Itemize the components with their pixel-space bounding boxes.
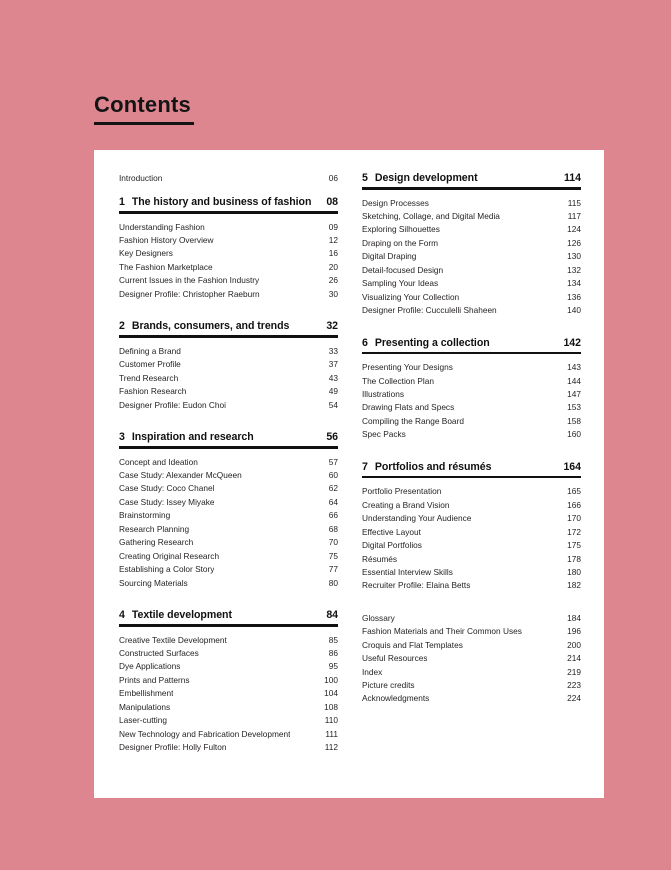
toc-entry[interactable]: [362, 223, 581, 236]
toc-entry-list: [362, 361, 581, 442]
toc-entry[interactable]: [362, 428, 581, 441]
toc-entry-label: Designer Profile: Eudon Choi: [119, 399, 226, 410]
toc-chapter: [119, 320, 338, 412]
toc-entry[interactable]: [362, 250, 581, 263]
toc-entry-page-number: 68: [328, 523, 338, 534]
toc-entry-label: Visualizing Your Collection: [362, 291, 460, 302]
toc-chapter-page-number: 84: [326, 608, 338, 621]
toc-entry-page-number: 124: [567, 224, 581, 235]
toc-entry[interactable]: [362, 625, 581, 638]
toc-entry[interactable]: [362, 526, 581, 539]
toc-entry[interactable]: [119, 358, 338, 371]
page-title: Contents: [94, 92, 191, 117]
toc-entry-label: Understanding Fashion: [119, 221, 205, 232]
toc-entry-label: Creative Textile Development: [119, 634, 227, 645]
toc-entry-page-number: 172: [567, 526, 581, 537]
toc-entry[interactable]: [119, 634, 338, 647]
left-chapter-list: [119, 196, 338, 755]
toc-entry-label: Designer Profile: Christopher Raeburn: [119, 288, 260, 299]
toc-entry-page-number: 86: [328, 648, 338, 659]
toc-entry[interactable]: [362, 388, 581, 401]
toc-entry-label: Current Issues in the Fashion Industry: [119, 275, 260, 286]
toc-entry[interactable]: [362, 264, 581, 277]
page-title-underline: [94, 122, 194, 125]
toc-entry-page-number: 104: [324, 688, 338, 699]
toc-entry-page-number: 30: [328, 288, 338, 299]
toc-entry-page-number: 153: [567, 402, 581, 413]
toc-entry-page-number: 223: [567, 680, 581, 691]
toc-chapter-title: Presenting a collection: [374, 336, 490, 349]
toc-entry[interactable]: [119, 345, 338, 358]
toc-entry-list: [119, 456, 338, 590]
contents-left-column: [119, 172, 338, 774]
toc-entry[interactable]: [362, 579, 581, 592]
toc-entry-label: New Technology and Fabrication Development: [119, 728, 291, 739]
toc-entry-label: Spec Packs: [362, 429, 406, 440]
toc-entry-label: The Fashion Marketplace: [119, 261, 213, 272]
toc-entry-label: Prints and Patterns: [119, 674, 190, 685]
toc-entry-page-number: 219: [567, 666, 581, 677]
toc-entry-page-number: 140: [567, 305, 581, 316]
toc-entry-label: Key Designers: [119, 248, 173, 259]
contents-columns: [119, 172, 581, 774]
toc-chapter-title: Design development: [374, 172, 478, 184]
toc-entry-label: Fashion Research: [119, 386, 187, 397]
toc-entry-page-number: 60: [328, 470, 338, 481]
toc-entry-list: [362, 485, 581, 593]
toc-entry-label: Understanding Your Audience: [362, 513, 472, 524]
toc-entry[interactable]: [362, 361, 581, 374]
toc-chapter-heading[interactable]: [362, 337, 581, 349]
toc-entry[interactable]: [362, 485, 581, 498]
toc-entry-page-number: 180: [567, 566, 581, 577]
toc-chapter-number: 6: [362, 336, 368, 349]
toc-chapter-heading[interactable]: [119, 431, 338, 443]
toc-entry-page-number: 85: [328, 634, 338, 645]
toc-entry[interactable]: [119, 687, 338, 700]
toc-entry-label: Compiling the Range Board: [362, 415, 464, 426]
toc-entry-page-number: 111: [325, 728, 338, 739]
toc-chapter-rule: [119, 335, 338, 338]
toc-entry[interactable]: [362, 304, 581, 317]
toc-entry[interactable]: [119, 261, 338, 274]
toc-entry-page-number: 26: [328, 275, 338, 286]
toc-entry-page-number: 64: [328, 496, 338, 507]
toc-chapter-title: Portfolios and résumés: [374, 460, 492, 473]
toc-entry-label: Essential Interview Skills: [362, 566, 453, 577]
toc-chapter-page-number: 142: [563, 336, 581, 349]
toc-entry[interactable]: [119, 469, 338, 482]
page-title-block: [94, 93, 194, 125]
toc-entry[interactable]: [119, 372, 338, 385]
toc-entry-label: Detail-focused Design: [362, 264, 444, 275]
toc-chapter-title: Inspiration and research: [131, 431, 254, 444]
toc-entry-page-number: 62: [328, 483, 338, 494]
toc-entry-page-number: 49: [328, 386, 338, 397]
toc-entry-page-number: 147: [567, 389, 581, 399]
toc-entry-label: Fashion Materials and Their Common Uses: [362, 626, 522, 637]
toc-chapter: [362, 172, 581, 318]
toc-entry-label: Embellishment: [119, 688, 174, 699]
toc-chapter-heading[interactable]: [119, 196, 338, 208]
back-matter-list: [362, 612, 581, 706]
toc-entry-page-number: 132: [567, 264, 581, 275]
toc-entry[interactable]: [119, 647, 338, 660]
toc-entry-page-number: 108: [324, 701, 338, 712]
toc-entry-page-number: 16: [328, 248, 338, 259]
toc-entry-label: Dye Applications: [119, 661, 181, 672]
toc-entry-label: Sourcing Materials: [119, 577, 188, 588]
toc-entry[interactable]: [119, 660, 338, 673]
toc-chapter-rule: [119, 446, 338, 449]
toc-entry-label: Presenting Your Designs: [362, 362, 453, 373]
toc-entry[interactable]: [119, 741, 338, 754]
contents-right-column: [362, 172, 581, 774]
toc-entry-page-number: 130: [567, 251, 581, 262]
toc-chapter-page-number: 164: [563, 460, 581, 473]
toc-entry-label: Design Processes: [362, 197, 429, 208]
toc-entry-page-number: 110: [324, 715, 338, 726]
toc-entry-page-number: 117: [567, 211, 581, 222]
toc-entry[interactable]: [119, 563, 338, 576]
toc-entry-page-number: 170: [567, 513, 581, 524]
toc-entry[interactable]: [362, 612, 581, 625]
toc-entry[interactable]: [362, 666, 581, 679]
toc-entry[interactable]: [119, 234, 338, 247]
toc-entry-label: Digital Draping: [362, 251, 417, 262]
toc-entry[interactable]: [362, 679, 581, 692]
toc-entry-page-number: 158: [567, 415, 581, 426]
toc-chapter-page-number: 32: [326, 320, 338, 333]
toc-entry[interactable]: [119, 288, 338, 301]
toc-entry-label: Portfolio Presentation: [362, 486, 442, 497]
contents-sheet: [94, 150, 604, 798]
toc-chapter-title: The history and business of fashion: [131, 196, 312, 209]
toc-entry[interactable]: [119, 482, 338, 495]
toc-entry-label: Acknowledgments: [362, 693, 430, 704]
toc-entry[interactable]: [119, 701, 338, 714]
toc-entry-label: Glossary: [362, 612, 395, 623]
toc-chapter-page-number: 56: [326, 431, 338, 444]
toc-entry[interactable]: [362, 415, 581, 428]
toc-chapter-page-number: 114: [564, 172, 581, 184]
toc-entry[interactable]: [119, 509, 338, 522]
toc-chapter-rule: [362, 476, 581, 479]
toc-entry-label: Illustrations: [362, 389, 404, 399]
toc-entry-page-number: 66: [328, 510, 338, 521]
toc-entry-page-number: 224: [567, 693, 581, 704]
toc-entry[interactable]: [362, 539, 581, 552]
toc-entry[interactable]: [362, 291, 581, 304]
toc-entry[interactable]: [362, 375, 581, 388]
toc-entry-label: Concept and Ideation: [119, 456, 198, 467]
toc-entry-label: Drawing Flats and Specs: [362, 402, 455, 413]
toc-entry-label: Laser-cutting: [119, 715, 167, 726]
toc-entry-label: Recruiter Profile: Elaina Betts: [362, 580, 471, 591]
toc-entry-label: Constructed Surfaces: [119, 648, 199, 659]
toc-entry-page-number: 37: [328, 359, 338, 370]
toc-entry-page-number: 136: [567, 291, 581, 302]
toc-entry[interactable]: [362, 639, 581, 652]
toc-entry[interactable]: [362, 512, 581, 525]
toc-entry-label: Effective Layout: [362, 526, 421, 537]
toc-chapter-heading[interactable]: [119, 320, 338, 332]
toc-entry-list: [362, 197, 581, 318]
front-matter-list: [119, 172, 338, 184]
toc-entry-page-number: 143: [567, 362, 581, 373]
toc-entry-page-number: 20: [328, 261, 338, 272]
toc-entry-label: The Collection Plan: [362, 375, 434, 386]
toc-entry-label: Customer Profile: [119, 359, 181, 370]
toc-chapter-page-number: 08: [326, 196, 338, 209]
toc-entry-label: Brainstorming: [119, 510, 171, 521]
toc-entry-label: Trend Research: [119, 372, 179, 383]
toc-entry[interactable]: [362, 210, 581, 223]
toc-entry-label: Sampling Your Ideas: [362, 278, 439, 289]
toc-entry-label: Croquis and Flat Templates: [362, 639, 463, 650]
toc-chapter-number: 3: [119, 431, 125, 444]
toc-entry-page-number: 43: [328, 372, 338, 383]
toc-entry[interactable]: [119, 714, 338, 727]
toc-entry-list: [119, 345, 338, 412]
toc-chapter-rule: [119, 624, 338, 627]
toc-entry-list: [119, 634, 338, 755]
toc-entry-label: Creating Original Research: [119, 550, 220, 561]
toc-chapter-rule: [362, 187, 581, 190]
toc-entry-page-number: 134: [567, 278, 581, 289]
toc-entry-list: [119, 221, 338, 302]
toc-entry-label: Research Planning: [119, 523, 190, 534]
toc-entry-label: Exploring Silhouettes: [362, 224, 440, 235]
toc-chapter-title: Textile development: [131, 608, 232, 621]
toc-entry[interactable]: [362, 277, 581, 290]
toc-entry-page-number: 95: [328, 661, 338, 672]
toc-entry[interactable]: [362, 652, 581, 665]
toc-entry-page-number: 178: [567, 553, 581, 564]
toc-entry-label: Picture credits: [362, 680, 415, 691]
toc-entry-page-number: 33: [328, 345, 338, 356]
toc-entry-label: Index: [362, 666, 383, 677]
toc-entry[interactable]: [119, 536, 338, 549]
toc-entry[interactable]: [362, 692, 581, 705]
toc-chapter-number: 7: [362, 460, 368, 473]
toc-entry-page-number: 12: [328, 235, 338, 246]
front-matter-entry[interactable]: [119, 172, 338, 184]
toc-chapter-number: 1: [119, 196, 125, 209]
toc-chapter-heading[interactable]: [362, 172, 581, 184]
toc-entry-label: Designer Profile: Cucculelli Shaheen: [362, 305, 497, 316]
toc-entry[interactable]: [119, 274, 338, 287]
toc-chapter-heading[interactable]: [119, 609, 338, 621]
toc-entry-page-number: 57: [328, 456, 338, 467]
toc-entry-label: Digital Portfolios: [362, 540, 422, 551]
toc-chapter: [362, 337, 581, 442]
toc-entry-page-number: 165: [567, 486, 581, 497]
toc-entry-page-number: 160: [567, 429, 581, 440]
toc-entry-label: Defining a Brand: [119, 345, 181, 356]
toc-entry[interactable]: [119, 728, 338, 741]
toc-entry[interactable]: [362, 237, 581, 250]
toc-entry-page-number: 75: [328, 550, 338, 561]
toc-entry[interactable]: [119, 550, 338, 563]
toc-entry-label: Résumés: [362, 553, 398, 564]
toc-chapter: [119, 431, 338, 590]
toc-entry[interactable]: [119, 674, 338, 687]
toc-entry-page-number: 196: [567, 626, 581, 637]
toc-entry-page-number: 115: [567, 197, 581, 208]
toc-entry-page-number: 77: [328, 564, 338, 575]
toc-entry-label: Fashion History Overview: [119, 235, 214, 246]
toc-entry[interactable]: [362, 566, 581, 579]
right-chapter-list: [362, 172, 581, 593]
toc-chapter-rule: [362, 352, 581, 355]
toc-entry[interactable]: [119, 385, 338, 398]
toc-entry-label: Creating a Brand Vision: [362, 499, 450, 510]
toc-entry-label: Establishing a Color Story: [119, 564, 215, 575]
toc-entry[interactable]: [362, 553, 581, 566]
toc-entry-label: Sketching, Collage, and Digital Media: [362, 211, 500, 222]
toc-chapter-title: Brands, consumers, and trends: [131, 320, 290, 333]
toc-entry-page-number: 70: [328, 537, 338, 548]
toc-entry[interactable]: [362, 499, 581, 512]
toc-entry-page-number: 200: [567, 639, 581, 650]
toc-entry-page-number: 80: [328, 577, 338, 588]
toc-entry-label: Case Study: Coco Chanel: [119, 483, 215, 494]
toc-entry-page-number: 144: [567, 375, 581, 386]
toc-entry[interactable]: [119, 456, 338, 469]
toc-chapter: [119, 609, 338, 755]
toc-entry-label: Case Study: Issey Miyake: [119, 496, 215, 507]
toc-entry-label: Case Study: Alexander McQueen: [119, 470, 242, 481]
toc-entry[interactable]: [119, 247, 338, 260]
toc-entry-page-number: 100: [324, 674, 338, 685]
toc-entry[interactable]: [362, 197, 581, 210]
toc-chapter-number: 4: [119, 608, 125, 621]
toc-entry-page-number: 112: [324, 742, 338, 753]
toc-entry-label: Designer Profile: Holly Fulton: [119, 742, 227, 753]
toc-entry[interactable]: [119, 221, 338, 234]
toc-chapter-heading[interactable]: [362, 461, 581, 473]
toc-entry-page-number: 184: [567, 612, 581, 623]
front-matter-page-number: 06: [328, 173, 338, 183]
toc-entry-page-number: 126: [567, 237, 581, 248]
toc-chapter-rule: [119, 211, 338, 214]
toc-entry[interactable]: [362, 401, 581, 414]
toc-entry-label: Gathering Research: [119, 537, 194, 548]
toc-entry-label: Manipulations: [119, 701, 171, 712]
toc-entry-label: Draping on the Form: [362, 237, 439, 248]
toc-chapter: [362, 461, 581, 593]
toc-entry-page-number: 175: [567, 540, 581, 551]
toc-entry-page-number: 54: [328, 399, 338, 410]
toc-entry-page-number: 09: [328, 221, 338, 232]
front-matter-label: Introduction: [119, 173, 163, 183]
toc-chapter: [119, 196, 338, 301]
toc-entry-page-number: 166: [567, 499, 581, 510]
toc-chapter-number: 5: [362, 172, 368, 184]
toc-entry-label: Useful Resources: [362, 653, 428, 664]
toc-entry[interactable]: [119, 399, 338, 412]
toc-entry[interactable]: [119, 523, 338, 536]
toc-entry[interactable]: [119, 577, 338, 590]
toc-chapter-number: 2: [119, 320, 125, 333]
toc-entry-page-number: 214: [567, 653, 581, 664]
toc-entry[interactable]: [119, 496, 338, 509]
toc-entry-page-number: 182: [567, 580, 581, 591]
